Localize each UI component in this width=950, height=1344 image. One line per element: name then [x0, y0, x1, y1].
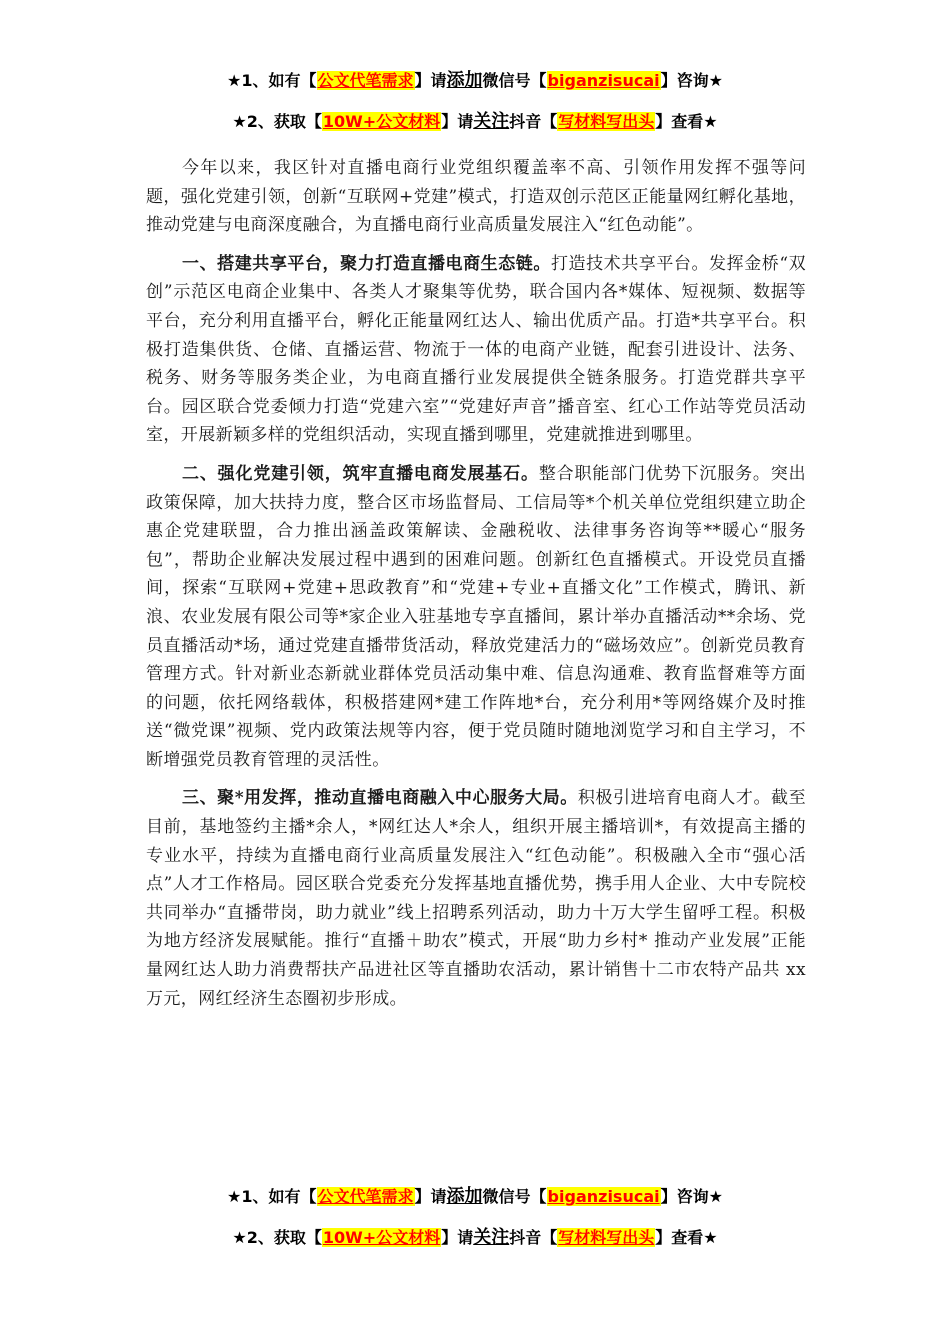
banner-highlight: 公文代笔需求 — [317, 71, 414, 90]
section-heading-3: 三、聚*用发挥，推动直播电商融入中心服务大局。 — [182, 788, 578, 809]
promo-banner-top-line1 — [0, 70, 950, 92]
banner-prefix: ★2、获取【 — [232, 112, 322, 131]
banner-wechat-id: biganzisucai — [547, 71, 660, 90]
section-heading-2: 二、强化党建引领，筑牢直播电商发展基石。 — [182, 463, 539, 484]
promo-banner-bottom-line1 — [0, 1186, 950, 1208]
section-text-3: 积极引进培育电商人才。截至目前，基地签约主播*余人，*网红达人*余人，组织开展主播培训*，有效提高主播的专业水平，持续为直播电商行业高质量发展注入“红色动能”。积极融入全市“强心活点”人才工作格局。园区联合党委充分发挥基地直播优势，携手用人企业、大中专院校共同举办“直播带岗，助力就业”线上招聘系列活动，助力十万大学生留呼工程。积极为地方经济发展赋能。推行“直播＋助农”模式，开展“助力乡村* 推动产业发展”正能量网红达人助力消费帮扶产品进社区等直播助农活动，累计销售十二市农特产品共 xx 万元，网红经济生态圈初步形成。 — [146, 788, 806, 1009]
banner-douyin-id: 写材料写出头 — [558, 112, 655, 131]
section-text-1: 打造技术共享平台。发挥金桥“双创”示范区电商企业集中、各类人才聚集等优势，联合国内各*媒体、短视频、数据等平台，充分利用直播平台，孵化正能量网红达人、输出优质产品。打造*共享平台。积极打造集供货、仓储、直播运营、物流于一体的电商产业链，配套引进设计、法务、税务、财务等服务类企业，为电商直播行业发展提供全链条服务。打造党群共享平台。园区联合党委倾力打造“党建六室”“党建好声音”播音室、红心工作站等党员活动室，开展新颖多样的党组织活动，实现直播到哪里，党建就推进到哪里。 — [146, 253, 806, 446]
banner-text: 抖音【 — [509, 1228, 558, 1247]
banner-text: 】请 — [441, 1228, 474, 1247]
banner-douyin-id: 写材料写出头 — [558, 1228, 655, 1247]
promo-banner-top-line2 — [0, 111, 950, 133]
banner-emphasis: 添加 — [446, 70, 483, 91]
banner-wechat-id: biganzisucai — [547, 1187, 660, 1206]
promo-banner-bottom-line2 — [0, 1227, 950, 1249]
banner-emphasis: 关注 — [473, 1227, 510, 1248]
banner-prefix: ★2、获取【 — [232, 1228, 322, 1247]
banner-text: 】请 — [414, 71, 447, 90]
banner-prefix: ★1、如有【 — [227, 71, 317, 90]
banner-prefix: ★1、如有【 — [227, 1187, 317, 1206]
banner-suffix: 】查看★ — [655, 1228, 718, 1247]
intro-paragraph: 今年以来，我区针对直播电商行业党组织覆盖率不高、引领作用发挥不强等问题，强化党建引领，创新“互联网+党建”模式，打造双创示范区正能量网红孵化基地，推动党建与电商深度融合，为直播电商行业高质量发展注入“红色动能”。 — [146, 158, 806, 236]
section-paragraph-3 — [146, 784, 806, 1013]
banner-text: 微信号【 — [482, 1187, 547, 1206]
section-paragraph-1 — [146, 250, 806, 450]
banner-suffix: 】咨询★ — [660, 1187, 723, 1206]
section-text-2: 整合职能部门优势下沉服务。突出政策保障，加大扶持力度，整合区市场监督局、工信局等*个机关单位党组织建立助企惠企党建联盟，合力推出涵盖政策解读、金融税收、法律事务咨询等**暖心“服务包”，帮助企业解决发展过程中遇到的困难问题。创新红色直播模式。开设党员直播间，探索“互联网+党建+思政教育”和“党建+专业+直播文化”工作模式，腾讯、新浪、农业发展有限公司等*家企业入驻基地专享直播间，累计举办直播活动**余场、党员直播活动*场，通过党建直播带货活动，释放党建活力的“磁场效应”。创新党员教育管理方式。针对新业态新就业群体党员活动集中难、信息沟通难、教育监督难等方面的问题，依托网络载体，积极搭建网*建工作阵地*台，充分利用*等网络媒介及时推送“微党课”视频、党内政策法规等内容，便于党员随时随地浏览学习和自主学习，不断增强党员教育管理的灵活性。 — [146, 463, 807, 770]
section-heading-1: 一、搭建共享平台，聚力打造直播电商生态链。 — [182, 253, 551, 274]
banner-text: 抖音【 — [509, 112, 558, 131]
banner-text: 】请 — [441, 112, 474, 131]
banner-highlight: 10W+公文材料 — [322, 1228, 441, 1247]
section-paragraph-2 — [146, 460, 806, 775]
banner-highlight: 10W+公文材料 — [322, 112, 441, 131]
banner-text: 微信号【 — [482, 71, 547, 90]
banner-emphasis: 添加 — [446, 1186, 483, 1207]
banner-suffix: 】咨询★ — [660, 71, 723, 90]
banner-suffix: 】查看★ — [655, 112, 718, 131]
article-body — [146, 154, 806, 1023]
banner-text: 】请 — [414, 1187, 447, 1206]
banner-highlight: 公文代笔需求 — [317, 1187, 414, 1206]
banner-emphasis: 关注 — [473, 111, 510, 132]
